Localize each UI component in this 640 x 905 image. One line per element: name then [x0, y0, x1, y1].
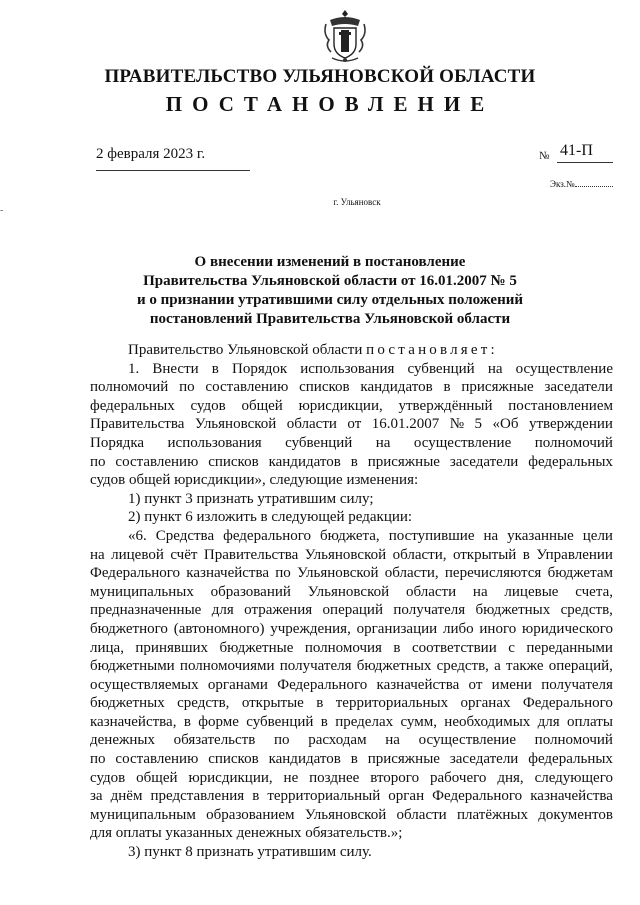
organization-name: ПРАВИТЕЛЬСТВО УЛЬЯНОВСКОЙ ОБЛАСТИ — [104, 66, 536, 87]
quote-line: денежных обязательств по расходам на осуществление полномочий — [90, 732, 613, 749]
quote-line: лица, принявших бюджетные полномочия в соответствии с переданными — [90, 639, 613, 656]
copy-number-line — [575, 186, 613, 187]
margin-mark: - — [0, 205, 4, 216]
number-sign: № — [539, 150, 550, 162]
title-line: О внесении изменений в постановление — [194, 254, 466, 270]
document-number: 41-П — [560, 142, 593, 159]
number-underline — [557, 162, 613, 163]
quote-line: Федерального казначейства по Ульяновской области, перечисляются бюджетам — [90, 565, 613, 582]
title-line: постановлений Правительства Ульяновской области — [149, 311, 511, 327]
quote-line: бюджетных средств, открытые в территориальных органах Федерального — [90, 695, 613, 712]
document-body — [90, 341, 613, 862]
list-item: 1) пункт 3 признать утратившим силу; — [128, 490, 374, 507]
coat-of-arms-icon — [322, 8, 368, 64]
quote-line: бюджетного (автономного) учреждения, организации либо иного юридического — [90, 620, 613, 637]
quote-line: «6. Средства федерального бюджета, поступившие на указанные цели — [128, 527, 613, 544]
quote-line: осуществляемых органами Федерального казначейства от имени получателя — [90, 676, 613, 693]
document-date: 2 февраля 2023 г. — [96, 146, 206, 162]
quote-line: по составлению списков кандидатов в присяжные заседатели федеральных — [90, 751, 613, 768]
document-type: ПОСТАНОВЛЕНИЕ — [165, 92, 495, 116]
paragraph-line: Правительства Ульяновской области от 16.01.2007 № 5 «Об утверждении — [90, 416, 613, 433]
preamble-text: Правительство Ульяновской области — [128, 342, 363, 358]
list-item: 3) пункт 8 признать утратившим силу. — [128, 844, 372, 861]
preamble — [90, 341, 613, 360]
quote-line: за днём представления в территориальный орган Федерального казначейства — [90, 788, 613, 805]
quote-line: на лицевой счёт Правительства Ульяновской области, открытый в Управлении — [90, 546, 613, 563]
quote-line: предназначенные для отражения операций получателя бюджетных средств, — [90, 602, 613, 619]
quote-line: для оплаты указанных денежных обязательств.»; — [90, 825, 403, 842]
paragraph-line: Порядка использования субвенций на осуществление полномочий — [90, 434, 613, 451]
date-underline — [96, 170, 250, 171]
paragraph-line: судов общей юрисдикции», следующие изменения: — [90, 472, 419, 489]
quote-line: казначейства, в форме субвенций в пределах сумм, необходимых для оплаты — [90, 713, 613, 730]
title-line: Правительства Ульяновской области от 16.01.2007 № 5 — [143, 273, 517, 289]
list-item: 2) пункт 6 изложить в следующей редакции: — [128, 509, 413, 526]
paragraph-line: по составлению списков кандидатов в присяжные заседатели федеральных — [90, 453, 613, 470]
document-title — [80, 253, 580, 329]
paragraph-line: полномочий по составлению списков кандидатов в присяжные заседатели — [90, 379, 613, 396]
title-line: и о признании утратившими силу отдельных положений — [136, 292, 524, 308]
quote-line: муниципальных образований Ульяновской области на лицевые счета, — [90, 583, 613, 600]
preamble-decree: постановляет: — [366, 342, 498, 358]
quote-line: муниципальным образованием Ульяновской области платёжных документов — [90, 806, 613, 823]
paragraph-line: 1. Внести в Порядок использования субвенций на осуществление — [128, 360, 613, 377]
paragraph-line: федеральных судов общей юрисдикции, утверждённый постановлением — [90, 397, 613, 414]
copy-number-label: Экз.№ — [550, 179, 575, 189]
quote-line: бюджетными полномочиями получателя бюджетных средств, а также операций, — [90, 658, 613, 675]
city-name: г. Ульяновск — [333, 197, 381, 207]
quote-line: судов общей юрисдикции, не позднее второго рабочего дня, следующего — [90, 769, 613, 786]
